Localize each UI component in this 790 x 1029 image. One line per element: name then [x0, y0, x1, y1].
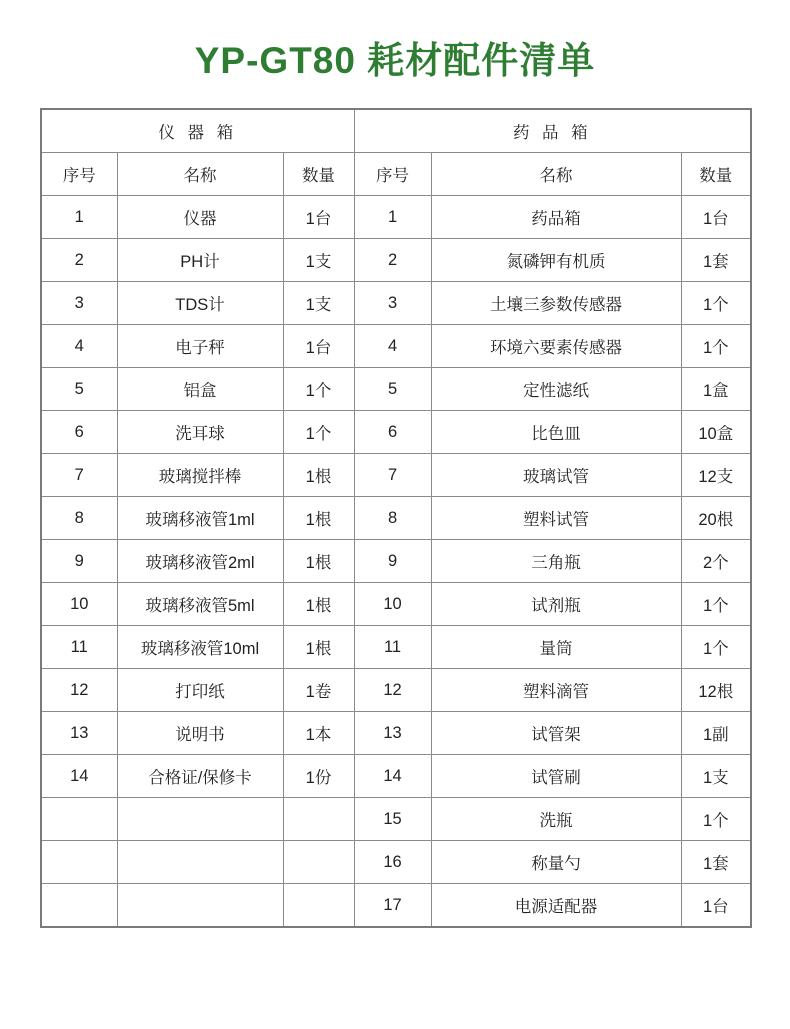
cell-right-quantity: 1个	[681, 626, 751, 669]
cell-right-name: 药品箱	[431, 196, 681, 239]
table-row	[41, 884, 751, 928]
cell-left-quantity: 1份	[283, 755, 354, 798]
cell-left-quantity: 1根	[283, 583, 354, 626]
group-header-instrument-case: 仪 器 箱	[41, 109, 354, 153]
cell-left-name: 玻璃移液管2ml	[117, 540, 283, 583]
cell-right-quantity: 1个	[681, 282, 751, 325]
cell-left-index: 6	[41, 411, 117, 454]
cell-left-name: 电子秤	[117, 325, 283, 368]
cell-right-index: 2	[354, 239, 431, 282]
cell-left-quantity: 1根	[283, 454, 354, 497]
table-row	[41, 325, 751, 368]
page-title: YP-GT80 耗材配件清单	[194, 40, 596, 81]
cell-left-index: 11	[41, 626, 117, 669]
cell-right-name: 称量勺	[431, 841, 681, 884]
cell-right-quantity: 1个	[681, 325, 751, 368]
table-row	[41, 712, 751, 755]
table-body	[41, 109, 751, 927]
table-row	[41, 497, 751, 540]
cell-left-quantity	[283, 884, 354, 928]
cell-left-index: 2	[41, 239, 117, 282]
cell-left-name: 打印纸	[117, 669, 283, 712]
table-row	[41, 841, 751, 884]
cell-left-quantity: 1个	[283, 411, 354, 454]
cell-right-name: 环境六要素传感器	[431, 325, 681, 368]
cell-left-index: 12	[41, 669, 117, 712]
group-header-reagent-case: 药 品 箱	[354, 109, 751, 153]
header-left-name: 名称	[117, 153, 283, 196]
table-row	[41, 368, 751, 411]
cell-left-name: 铝盒	[117, 368, 283, 411]
column-header-row	[41, 153, 751, 196]
header-left-quantity: 数量	[283, 153, 354, 196]
cell-left-index: 13	[41, 712, 117, 755]
cell-left-name: 玻璃移液管5ml	[117, 583, 283, 626]
cell-right-index: 10	[354, 583, 431, 626]
cell-right-quantity: 1套	[681, 239, 751, 282]
cell-right-name: 土壤三参数传感器	[431, 282, 681, 325]
cell-left-name: 玻璃移液管1ml	[117, 497, 283, 540]
cell-right-name: 量筒	[431, 626, 681, 669]
cell-right-name: 三角瓶	[431, 540, 681, 583]
cell-right-quantity: 1台	[681, 884, 751, 928]
table-row	[41, 239, 751, 282]
table-row	[41, 755, 751, 798]
cell-left-index: 14	[41, 755, 117, 798]
cell-right-index: 9	[354, 540, 431, 583]
cell-left-quantity: 1支	[283, 239, 354, 282]
cell-right-index: 8	[354, 497, 431, 540]
cell-right-quantity: 12根	[681, 669, 751, 712]
cell-left-name: 说明书	[117, 712, 283, 755]
cell-left-index: 10	[41, 583, 117, 626]
cell-right-index: 17	[354, 884, 431, 928]
cell-left-quantity: 1台	[283, 196, 354, 239]
cell-left-quantity: 1支	[283, 282, 354, 325]
cell-left-quantity: 1台	[283, 325, 354, 368]
cell-right-index: 7	[354, 454, 431, 497]
header-right-index: 序号	[354, 153, 431, 196]
cell-left-name: 洗耳球	[117, 411, 283, 454]
cell-right-index: 6	[354, 411, 431, 454]
cell-right-index: 4	[354, 325, 431, 368]
cell-left-name: 仪器	[117, 196, 283, 239]
cell-right-name: 氮磷钾有机质	[431, 239, 681, 282]
cell-right-index: 1	[354, 196, 431, 239]
cell-left-quantity: 1本	[283, 712, 354, 755]
table-row	[41, 669, 751, 712]
cell-left-quantity: 1根	[283, 497, 354, 540]
cell-right-index: 15	[354, 798, 431, 841]
table-row	[41, 196, 751, 239]
cell-left-name: 合格证/保修卡	[117, 755, 283, 798]
parts-list-table	[40, 108, 752, 928]
cell-right-quantity: 1副	[681, 712, 751, 755]
cell-right-quantity: 1个	[681, 583, 751, 626]
cell-right-name: 电源适配器	[431, 884, 681, 928]
cell-right-index: 14	[354, 755, 431, 798]
cell-left-index: 8	[41, 497, 117, 540]
table-row	[41, 626, 751, 669]
cell-left-index: 9	[41, 540, 117, 583]
cell-left-quantity: 1根	[283, 626, 354, 669]
table-row	[41, 411, 751, 454]
cell-right-name: 塑料滴管	[431, 669, 681, 712]
cell-right-index: 13	[354, 712, 431, 755]
cell-right-name: 试管刷	[431, 755, 681, 798]
cell-left-quantity: 1根	[283, 540, 354, 583]
cell-right-name: 玻璃试管	[431, 454, 681, 497]
cell-left-quantity	[283, 841, 354, 884]
table-row	[41, 583, 751, 626]
parts-list-table-wrapper	[40, 108, 750, 928]
cell-right-quantity: 20根	[681, 497, 751, 540]
cell-left-index: 3	[41, 282, 117, 325]
cell-right-quantity: 2个	[681, 540, 751, 583]
cell-right-quantity: 1套	[681, 841, 751, 884]
cell-right-index: 3	[354, 282, 431, 325]
cell-right-index: 12	[354, 669, 431, 712]
cell-right-name: 洗瓶	[431, 798, 681, 841]
cell-right-index: 5	[354, 368, 431, 411]
cell-left-index	[41, 841, 117, 884]
cell-left-name: 玻璃搅拌棒	[117, 454, 283, 497]
cell-left-quantity	[283, 798, 354, 841]
cell-left-name	[117, 798, 283, 841]
cell-right-quantity: 12支	[681, 454, 751, 497]
cell-left-quantity: 1卷	[283, 669, 354, 712]
group-header-row	[41, 109, 751, 153]
cell-right-quantity: 1台	[681, 196, 751, 239]
header-right-name: 名称	[431, 153, 681, 196]
cell-left-index	[41, 884, 117, 928]
cell-left-index: 4	[41, 325, 117, 368]
cell-right-name: 定性滤纸	[431, 368, 681, 411]
cell-right-quantity: 1个	[681, 798, 751, 841]
table-row	[41, 282, 751, 325]
cell-left-index	[41, 798, 117, 841]
table-row	[41, 454, 751, 497]
cell-right-quantity: 10盒	[681, 411, 751, 454]
cell-left-name: 玻璃移液管10ml	[117, 626, 283, 669]
cell-right-name: 比色皿	[431, 411, 681, 454]
cell-right-quantity: 1盒	[681, 368, 751, 411]
header-left-index: 序号	[41, 153, 117, 196]
cell-left-index: 1	[41, 196, 117, 239]
cell-right-name: 试剂瓶	[431, 583, 681, 626]
cell-right-quantity: 1支	[681, 755, 751, 798]
cell-left-quantity: 1个	[283, 368, 354, 411]
cell-right-name: 试管架	[431, 712, 681, 755]
cell-left-name: TDS计	[117, 282, 283, 325]
table-row	[41, 540, 751, 583]
cell-left-index: 7	[41, 454, 117, 497]
cell-right-index: 16	[354, 841, 431, 884]
cell-right-index: 11	[354, 626, 431, 669]
cell-left-name	[117, 884, 283, 928]
cell-left-name: PH计	[117, 239, 283, 282]
table-row	[41, 798, 751, 841]
cell-left-name	[117, 841, 283, 884]
cell-left-index: 5	[41, 368, 117, 411]
cell-right-name: 塑料试管	[431, 497, 681, 540]
header-right-quantity: 数量	[681, 153, 751, 196]
